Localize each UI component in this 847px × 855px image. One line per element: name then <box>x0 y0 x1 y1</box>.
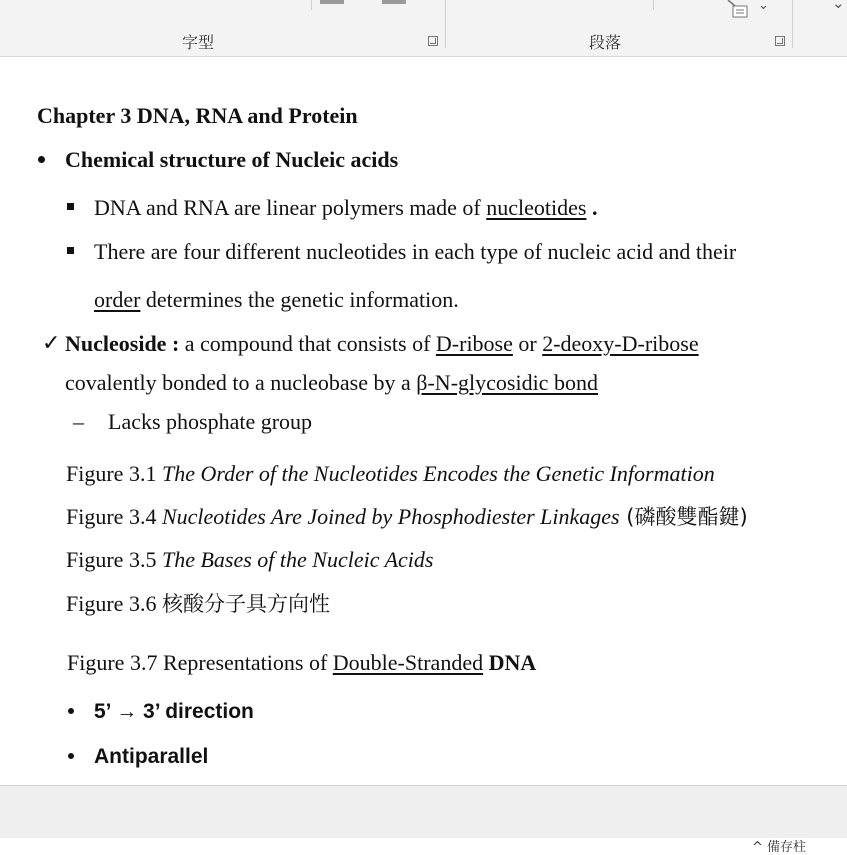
figure-title: Nucleotides Are Joined by Phosphodiester Linkages <box>161 504 620 529</box>
period: . <box>586 195 598 220</box>
figure-note: (磷酸雙酯鍵) <box>619 505 748 529</box>
bullet-dot <box>68 708 74 714</box>
bullet-dot <box>38 156 45 163</box>
styles-pane-icon[interactable] <box>726 0 752 20</box>
chapter-title: Chapter 3 DNA, RNA and Protein <box>37 103 358 128</box>
definition-text: or <box>512 331 543 356</box>
paragraph-group-label: 段落 <box>589 33 622 52</box>
figure-caption-3-4 <box>66 506 748 528</box>
nucleoside-term: Nucleoside : <box>65 331 180 356</box>
antiparallel-bullet: Antiparallel <box>94 745 209 768</box>
figure-caption-3-7 <box>67 652 536 674</box>
definition-text: a compound that consists of <box>179 331 436 356</box>
glycosidic-bond-link[interactable]: β-N-glycosidic bond <box>416 370 598 395</box>
font-group-label: 字型 <box>182 33 215 52</box>
bullet-four-nucleotides-line2 <box>94 289 459 311</box>
bullet-text: DNA and RNA are linear polymers made of <box>94 195 487 220</box>
figure-caption-3-1 <box>66 463 715 485</box>
dash-bullet: – <box>73 409 84 434</box>
bullet-dot <box>68 753 74 759</box>
figure-text: Figure 3.7 Representations of <box>67 650 333 675</box>
taskbar-label[interactable]: ^ 備存柱 <box>752 840 807 855</box>
bullet-four-nucleotides-line1: There are four different nucleotides in each type of nucleic acid and their <box>94 239 737 264</box>
status-bar <box>0 785 847 839</box>
bottom-strip <box>0 838 847 847</box>
order-link[interactable]: order <box>94 287 141 312</box>
section-heading: Chemical structure of Nucleic acids <box>65 147 399 172</box>
bullet-text: determines the genetic information. <box>140 287 459 312</box>
ribbon <box>0 0 847 57</box>
d-ribose-link[interactable]: D-ribose <box>435 331 513 356</box>
ribbon-divider <box>445 0 446 48</box>
check-mark-icon: ✓ <box>42 330 61 355</box>
chevron-down-icon[interactable]: ⌄ <box>758 0 769 13</box>
dna-bold: DNA <box>483 650 537 675</box>
ribbon-divider <box>311 0 312 10</box>
figure-number: Figure 3.4 <box>66 504 162 529</box>
paragraph-dialog-launcher-icon[interactable] <box>775 36 785 46</box>
deoxy-d-ribose-link[interactable]: 2-deoxy-D-ribose <box>542 331 699 356</box>
double-stranded-link[interactable]: Double-Stranded <box>332 650 484 675</box>
figure-title: The Order of the Nucleotides Encodes the Genetic Information <box>161 461 715 486</box>
ribbon-divider <box>653 0 654 10</box>
ribbon-expand-chevron-icon[interactable]: ⌄ <box>832 0 845 12</box>
ribbon-control-stub[interactable] <box>320 0 344 4</box>
figure-note: 核酸分子具方向性 <box>161 592 330 616</box>
direction-bullet: 5’ → 3’ direction <box>94 700 254 723</box>
ribbon-control-stub[interactable] <box>382 0 406 4</box>
figure-caption-3-6 <box>66 593 330 615</box>
square-bullet <box>67 247 74 254</box>
figure-caption-3-5 <box>66 549 433 571</box>
bullet-nucleotides <box>94 197 597 219</box>
definition-text: covalently bonded to a nucleobase by a <box>65 370 417 395</box>
nucleotides-link[interactable]: nucleotides <box>486 195 587 220</box>
figure-number: Figure 3.6 <box>66 591 162 616</box>
lacks-phosphate-text: Lacks phosphate group <box>108 409 313 434</box>
figure-title: The Bases of the Nucleic Acids <box>161 547 434 572</box>
figure-number: Figure 3.5 <box>66 547 162 572</box>
ribbon-divider <box>792 0 793 48</box>
nucleoside-line2 <box>65 372 598 394</box>
square-bullet <box>67 203 74 210</box>
figure-number: Figure 3.1 <box>66 461 162 486</box>
font-dialog-launcher-icon[interactable] <box>428 36 438 46</box>
document-page[interactable] <box>0 57 847 785</box>
nucleoside-line1 <box>65 333 699 355</box>
